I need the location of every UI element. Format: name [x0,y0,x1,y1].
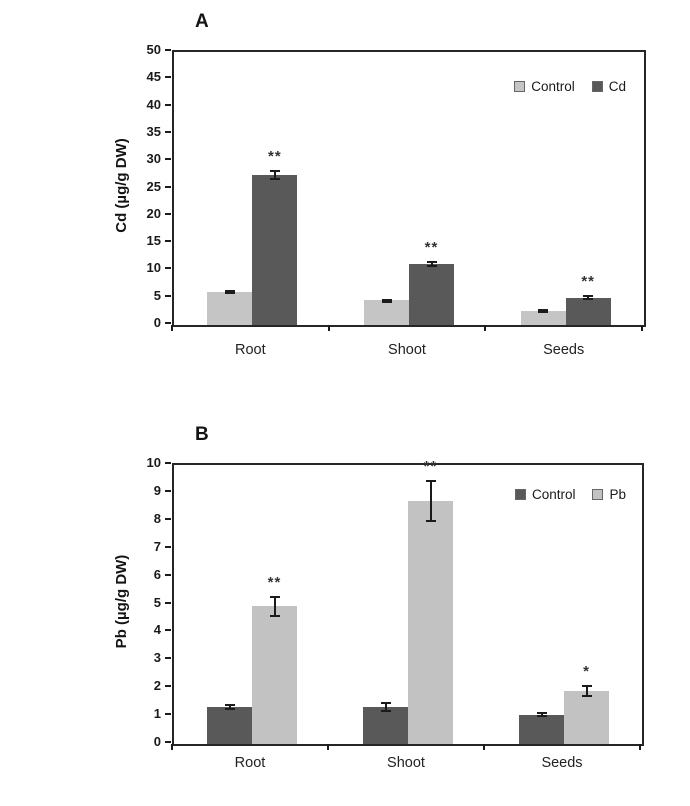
significance-label: ** [267,573,282,591]
error-bar-cap-bottom [225,708,235,710]
error-bar-cap-top [381,702,391,704]
bar-root-pb [252,606,297,744]
significance-label: ** [423,458,438,476]
x-axis-tick [483,744,485,750]
y-axis-tick-label: 1 [153,706,161,722]
panel-letter-a: A [195,11,209,32]
y-axis-tick-label: 4 [153,622,161,638]
y-axis-tick-label: 10 [146,260,161,276]
legend-item-control [515,487,576,502]
x-category-label-seeds: Seeds [541,755,583,771]
bar-root-control [207,292,252,325]
plot-area-b [172,458,644,746]
y-axis-tick [165,186,171,188]
y-axis-tick [165,629,171,631]
x-category-label-root: Root [235,342,266,358]
y-axis-tick-label: 2 [153,678,161,694]
bar-shoot-control [364,300,409,325]
y-axis-tick [165,546,171,548]
y-axis-tick [165,657,171,659]
x-axis-tick [641,325,643,331]
x-axis-tick [328,325,330,331]
y-axis-tick-label: 7 [153,538,161,554]
y-axis-tick [165,104,171,106]
y-axis-tick [165,602,171,604]
error-bar-cap-top [582,685,592,687]
x-axis-tick [171,744,173,750]
y-axis-tick [165,240,171,242]
legend-b [515,487,626,502]
significance-label: ** [424,238,439,256]
error-bar-cap-bottom [225,292,235,294]
legend-item-cd [592,79,626,94]
x-axis-tick [171,325,173,331]
y-axis-tick [165,518,171,520]
bar-root-cd [252,175,297,325]
error-bar-cap-bottom [582,695,592,697]
legend-swatch-control [515,489,526,500]
bar-shoot-pb [408,501,453,744]
y-axis-tick-label: 50 [146,42,161,57]
bar-shoot-control [363,707,408,744]
y-axis-title-cd: Cd (µg/g DW) [112,137,130,233]
y-axis-tick-label: 35 [146,123,161,139]
significance-label: ** [267,148,282,166]
y-axis-title-pb: Pb (µg/g DW) [112,554,130,648]
error-bar-cap-top [225,704,235,706]
bar-seeds-control [519,715,564,744]
y-axis-tick [165,685,171,687]
error-bar-cap-bottom [382,301,392,303]
x-category-label-shoot: Shoot [388,342,426,358]
error-bar-cap-bottom [583,298,593,300]
y-axis-tick [165,213,171,215]
legend-swatch-pb [592,489,603,500]
panel-letter-b: B [195,424,209,445]
y-axis-tick [165,131,171,133]
legend-swatch-cd [592,81,603,92]
legend-item-control [514,79,575,94]
y-axis-tick-label: 45 [146,69,161,85]
error-bar-cap-bottom [270,615,280,617]
legend-label-cd: Cd [608,79,626,94]
y-axis-tick-label: 10 [146,455,161,470]
x-category-label-root: Root [234,755,266,771]
y-axis-tick [165,158,171,160]
legend-item-pb [592,487,626,502]
bar-seeds-cd [566,298,611,325]
y-axis-tick [165,462,171,464]
y-axis-tick-label: 15 [146,233,161,249]
error-bar-cap-bottom [381,710,391,712]
error-bar-cap-top [427,261,437,263]
error-bar-cap-top [270,170,280,172]
bar-root-control [207,707,252,744]
legend-label-control: Control [531,487,576,502]
error-bar-cap-bottom [426,520,436,522]
x-category-label-seeds: Seeds [543,342,585,358]
y-axis-tick-label: 30 [146,151,161,167]
y-axis-tick [165,741,171,743]
x-axis-tick [484,325,486,331]
y-axis-tick-label: 0 [153,315,161,330]
y-axis-tick-label: 25 [146,178,161,194]
panel-b-pb-accumulation-chart [0,403,690,806]
error-bar-cap-top [270,596,280,598]
y-axis-tick-label: 9 [153,482,161,498]
y-axis-tick [165,295,171,297]
x-category-label-shoot: Shoot [387,755,425,771]
y-axis-tick [165,49,171,51]
y-axis-tick-label: 20 [146,205,161,221]
significance-label: * [583,662,590,680]
error-bar-cap-bottom [537,715,547,717]
error-bar-cap-top [537,712,547,714]
significance-label: ** [581,273,595,291]
legend-a [514,79,626,94]
legend-label-pb: Pb [609,487,626,502]
error-bar-line [274,597,276,617]
y-axis-tick-label: 40 [146,96,161,112]
y-axis-tick [165,76,171,78]
error-bar-cap-top [583,295,593,297]
y-axis-tick [165,574,171,576]
legend-swatch-control [514,81,525,92]
y-axis-tick [165,490,171,492]
y-axis-tick [165,267,171,269]
legend-label-control: Control [531,79,575,94]
x-axis-tick [327,744,329,750]
y-axis-tick-label: 5 [153,594,161,610]
y-axis-tick [165,322,171,324]
error-bar-cap-top [426,480,436,482]
error-bar-cap-bottom [538,311,548,313]
error-bar-line [430,481,432,521]
bar-seeds-pb [564,691,609,744]
y-axis-tick-label: 5 [153,287,161,303]
y-axis-tick [165,713,171,715]
error-bar-cap-bottom [427,265,437,267]
error-bar-cap-bottom [270,178,280,180]
x-axis-tick [639,744,641,750]
y-axis-tick-label: 8 [153,510,161,526]
y-axis-tick-label: 0 [153,734,161,749]
y-axis-tick-label: 3 [153,650,161,666]
y-axis-tick-label: 6 [153,566,161,582]
bar-shoot-cd [409,264,454,325]
